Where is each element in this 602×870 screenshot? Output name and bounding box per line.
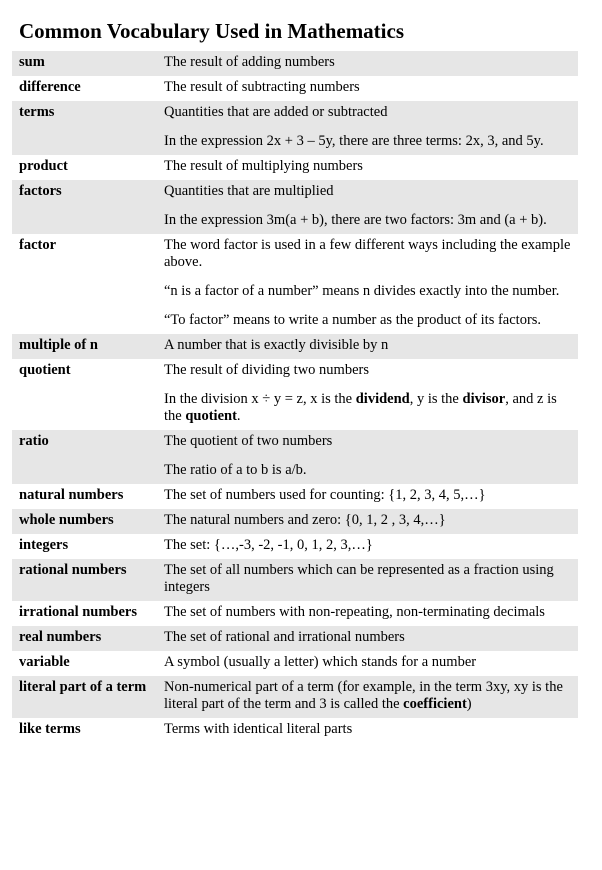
page-title: Common Vocabulary Used in Mathematics	[19, 19, 405, 43]
definition-text: The result of adding numbers	[164, 54, 335, 70]
table-row	[12, 676, 578, 718]
term-cell: quotient	[19, 362, 71, 378]
term-cell: integers	[19, 537, 69, 553]
definition-text: The set of numbers used for counting: {1, 2, 3, 4, 5,…}	[164, 487, 486, 503]
definition-text: A symbol (usually a letter) which stands for a number	[164, 654, 477, 670]
definition-cell	[164, 487, 578, 504]
definition-example: The ratio of a to b is a/b.	[164, 462, 307, 478]
definition-cell	[164, 679, 578, 713]
bold-term-dividend: dividend	[355, 391, 410, 407]
definition-cell	[164, 54, 578, 71]
definition-text: The natural numbers and zero: {0, 1, 2 , 3, 4,…}	[164, 512, 446, 528]
term-cell: product	[19, 158, 68, 174]
definition-cell	[164, 433, 578, 479]
definition-text: The result of multiplying numbers	[164, 158, 363, 174]
definition-example: In the expression 2x + 3 – 5y, there are three terms: 2x, 3, and 5y.	[164, 133, 544, 149]
term-cell: rational numbers	[19, 562, 127, 578]
definition-text: The result of subtracting numbers	[164, 79, 360, 95]
bold-term-coefficient: coefficient	[403, 696, 467, 712]
definition-cell	[164, 337, 578, 354]
text-span: .	[236, 408, 241, 424]
definition-text: “To factor” means to write a number as the product of its factors.	[164, 312, 542, 328]
table-row	[12, 359, 578, 430]
table-row	[12, 484, 578, 509]
bold-term-divisor: divisor	[462, 391, 506, 407]
table-row	[12, 334, 578, 359]
term-cell: irrational numbers	[19, 604, 138, 620]
definition-text: Terms with identical literal parts	[164, 721, 353, 737]
term-cell: natural numbers	[19, 487, 124, 503]
term-cell: difference	[19, 79, 81, 95]
definition-text: “n is a factor of a number” means n divides exactly into the number.	[164, 283, 560, 299]
table-row	[12, 534, 578, 559]
table-row	[12, 155, 578, 180]
definition-cell	[164, 104, 578, 150]
term-cell: multiple of n	[19, 337, 98, 353]
definition-text: A number that is exactly divisible by n	[164, 337, 389, 353]
definition-text: The word factor is used in a few different ways including the example above.	[164, 237, 571, 270]
definition-cell	[164, 654, 578, 671]
table-row	[12, 718, 578, 743]
table-row	[12, 430, 578, 484]
definition-cell	[164, 362, 578, 425]
term-cell: factors	[19, 183, 62, 199]
definition-example	[164, 391, 574, 425]
definition-text: The quotient of two numbers	[164, 433, 333, 449]
definition-cell	[164, 237, 578, 329]
table-row	[12, 76, 578, 101]
definition-text: The set of all numbers which can be represented as a fraction using integers	[164, 562, 554, 595]
table-row	[12, 601, 578, 626]
text-span: Non-numerical part of a term (for example, in the term 3xy, xy is the literal part of the term and 3 is called the	[164, 679, 563, 712]
definition-text	[164, 679, 574, 713]
term-cell: variable	[19, 654, 70, 670]
text-span: , y is the	[409, 391, 463, 407]
definition-cell	[164, 604, 578, 621]
text-span: , and z is the	[164, 391, 557, 424]
definition-text: The set: {…,-3, -2, -1, 0, 1, 2, 3,…}	[164, 537, 373, 553]
term-cell: ratio	[19, 433, 49, 449]
definition-text: The set of rational and irrational numbers	[164, 629, 405, 645]
definition-cell	[164, 721, 578, 738]
definition-cell	[164, 183, 578, 229]
definition-cell	[164, 629, 578, 646]
table-row	[12, 234, 578, 334]
definition-text: The set of numbers with non-repeating, non-terminating decimals	[164, 604, 545, 620]
text-span: In the division x ÷ y = z, x is the	[164, 391, 356, 407]
table-row	[12, 559, 578, 601]
definition-text: Quantities that are added or subtracted	[164, 104, 388, 120]
term-cell: factor	[19, 237, 57, 253]
term-cell: real numbers	[19, 629, 102, 645]
table-row	[12, 651, 578, 676]
vocabulary-table	[12, 51, 578, 743]
definition-cell	[164, 512, 578, 529]
term-cell: terms	[19, 104, 55, 120]
bold-term-quotient: quotient	[185, 408, 237, 424]
table-row	[12, 626, 578, 651]
term-cell: literal part of a term	[19, 679, 147, 695]
definition-cell	[164, 79, 578, 96]
term-cell: like terms	[19, 721, 81, 737]
definition-example: In the expression 3m(a + b), there are two factors: 3m and (a + b).	[164, 212, 547, 228]
definition-cell	[164, 537, 578, 554]
table-row	[12, 51, 578, 76]
term-cell: sum	[19, 54, 45, 70]
definition-cell	[164, 158, 578, 175]
definition-text: Quantities that are multiplied	[164, 183, 334, 199]
definition-cell	[164, 562, 578, 596]
term-cell: whole numbers	[19, 512, 114, 528]
table-row	[12, 101, 578, 155]
table-row	[12, 180, 578, 234]
text-span: )	[466, 696, 472, 712]
definition-text: The result of dividing two numbers	[164, 362, 369, 378]
table-row	[12, 509, 578, 534]
